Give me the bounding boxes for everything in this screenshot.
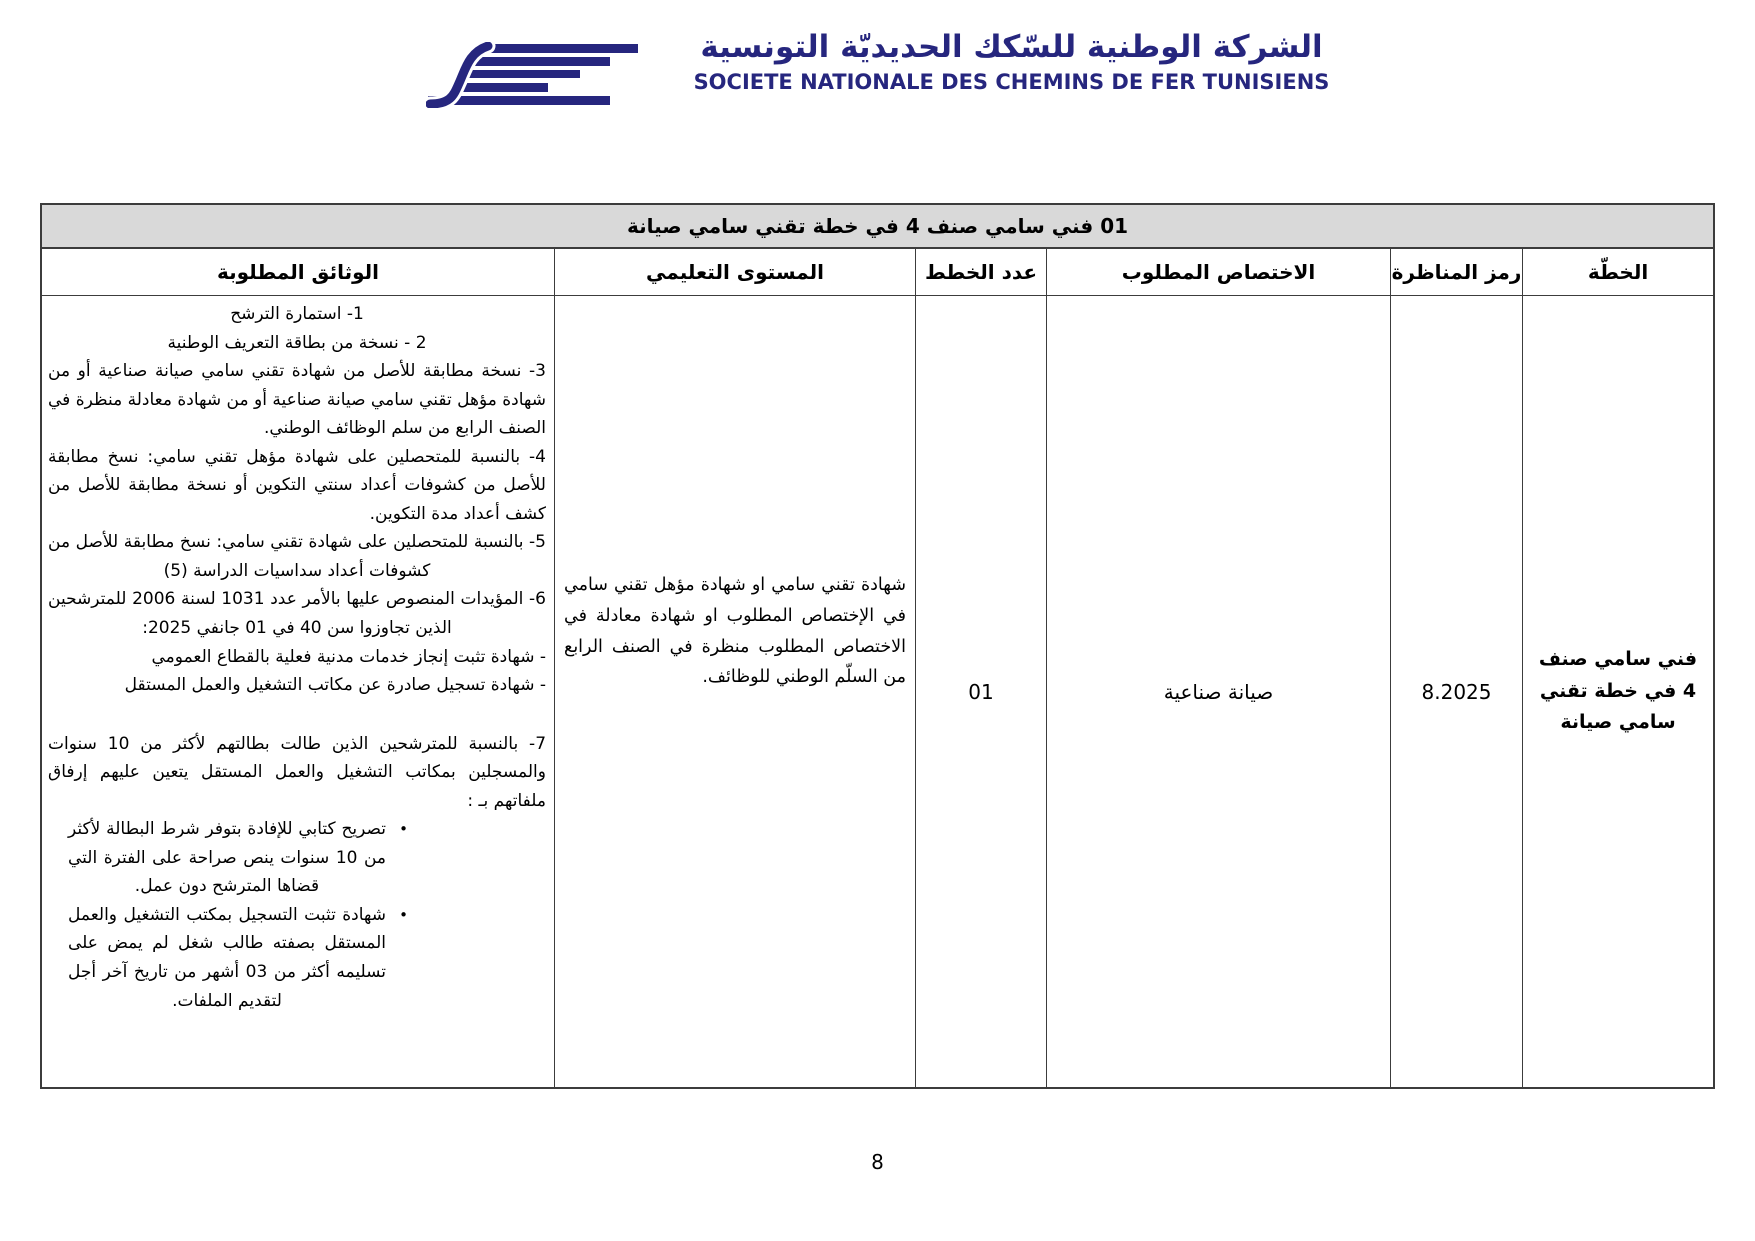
page-number: 8 (871, 1150, 884, 1174)
doc-item-1: 1- استمارة الترشح (230, 304, 364, 324)
bullet-icon: • (399, 820, 408, 839)
job-posting-table (40, 203, 1715, 1089)
education-level-text: شهادة تقني سامي او شهادة مؤهل تقني سامي في الإختصاص المطلوب او شهادة معادلة في الاختصاص المطلوب منظرة في الصنف الرابع من السلّم الوطني للوظائف. (564, 575, 906, 688)
paragraph-spacer (48, 700, 546, 730)
column-header-specialty: الاختصاص المطلوب (1046, 249, 1390, 296)
company-name-arabic: الشركة الوطنية للسّكك الحديديّة التونسية (700, 29, 1323, 65)
cell-posts-count: 01 (915, 296, 1046, 1087)
doc-item-7-bullet-1 (68, 815, 408, 901)
column-header-education-level: المستوى التعليمي (554, 249, 915, 296)
document-header (0, 26, 1755, 108)
cell-education-level (554, 296, 915, 1087)
doc-item-6-dash-1: - شهادة تثبت إنجاز خدمات مدنية فعلية بالقطاع العمومي (151, 646, 546, 667)
table-header-row (42, 249, 1713, 296)
doc-item-4: 4- بالنسبة للمتحصلين على شهادة مؤهل تقني سامي: نسخ مطابقة للأصل من كشوفات أعداد سنتي التكوين أو نسخة مطابقة للأصل من كشف أعداد مدة التكوين. (48, 446, 546, 524)
bullet-icon: • (399, 905, 408, 924)
cell-specialty: صيانة صناعية (1046, 296, 1390, 1087)
cell-competition-code: 8.2025 (1390, 296, 1522, 1087)
company-name-french: SOCIETE NATIONALE DES CHEMINS DE FER TUNISIENS (693, 70, 1330, 94)
cell-plan: فني سامي صنف 4 في خطة تقني سامي صيانة (1522, 296, 1713, 1087)
column-header-required-documents: الوثائق المطلوبة (42, 249, 554, 296)
doc-item-7-bullet-2 (68, 901, 408, 1015)
doc-item-7: 7- بالنسبة للمترشحين الذين طالت بطالتهم لأكثر من 10 سنوات والمسجلين بمكاتب التشغيل والعمل المستقل يتعين عليهم إرفاق ملفاتهم بـ : (48, 733, 547, 811)
sncft-train-logo (426, 42, 638, 108)
column-header-plan: الخطّة (1522, 249, 1713, 296)
doc-item-5: 5- بالنسبة للمتحصلين على شهادة تقني سامي: نسخ مطابقة للأصل من كشوفات أعداد سداسيات الدراسة (5) (48, 532, 546, 581)
table-row (42, 296, 1713, 1087)
company-name-block (694, 26, 1330, 94)
doc-item-2: 2 - نسخة من بطاقة التعريف الوطنية (167, 332, 427, 353)
doc-item-6: 6- المؤيدات المنصوص عليها بالأمر عدد 1031 لسنة 2006 للمترشحين الذين تجاوزوا سن 40 في 01 جانفي 2025: (48, 589, 546, 639)
doc-item-6-dash-2: - شهادة تسجيل صادرة عن مكاتب التشغيل والعمل المستقل (124, 675, 546, 696)
column-header-posts-count: عدد الخطط (915, 249, 1046, 296)
bullet-2-text: شهادة تثبت التسجيل بمكتب التشغيل والعمل المستقل بصفته طالب شغل لم يمض على تسليمه أكثر من 03 أشهر من تاريخ آخر أجل لتقديم الملفات. (68, 904, 386, 1011)
bullet-1-text: تصريح كتابي للإفادة بتوفر شرط البطالة لأكثر من 10 سنوات ينص صراحة على الفترة التي قضاها المترشح دون عمل. (68, 819, 387, 897)
doc-item-3: 3- نسخة مطابقة للأصل من شهادة تقني سامي صيانة صناعية أو من شهادة مؤهل تقني سامي صيانة صناعية أو من شهادة معادلة منظرة في الصنف الرابع من سلم الوظائف الوطني. (48, 361, 546, 439)
table-title: 01 فني سامي صنف 4 في خطة تقني سامي صيانة (42, 205, 1713, 249)
cell-required-documents (42, 296, 554, 1087)
column-header-competition-code: رمز المناظرة (1390, 249, 1522, 296)
